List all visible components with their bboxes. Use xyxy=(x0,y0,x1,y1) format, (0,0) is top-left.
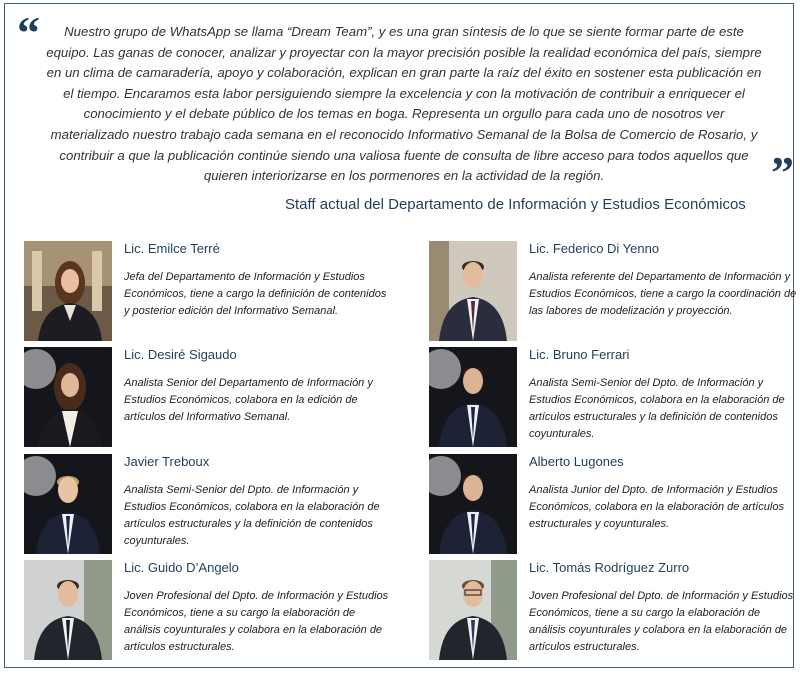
staff-card-alberto-lugones xyxy=(429,454,800,558)
staff-name: Lic. Emilce Terré xyxy=(124,241,220,256)
testimonial-frame xyxy=(4,3,797,668)
staff-description: Jefa del Departamento de Información y Estudios Económicos, tiene a cargo la definición de contenidos y posterior edición del Informativo Semanal. xyxy=(124,271,387,317)
open-quote-mark: “ xyxy=(17,7,40,58)
staff-photo-javier-treboux xyxy=(24,454,112,554)
staff-photo-bruno-ferrari xyxy=(429,347,517,447)
staff-description: Joven Profesional del Dpto. de Información y Estudios Económicos, tiene a su cargo la elaboración de análisis coyunturales y colabora en la elaboración de artículos estructurales. xyxy=(124,590,389,653)
staff-card-federico-di-yenno xyxy=(429,241,800,345)
staff-card-tomas-rodriguez-zurro xyxy=(429,560,800,664)
staff-card-emilce-terre xyxy=(24,241,396,345)
staff-name: Lic. Tomás Rodríguez Zurro xyxy=(529,560,690,575)
staff-description: Analista referente del Departamento de Información y Estudios Económicos, tiene a cargo la coordinación de las labores de modelización y proyección. xyxy=(529,271,797,317)
staff-photo-federico-di-yenno xyxy=(429,241,517,341)
staff-photo-emilce-terre xyxy=(24,241,112,341)
staff-name: Alberto Lugones xyxy=(529,454,624,469)
staff-description: Analista Junior del Dpto. de Información y Estudios Económicos, colabora en la elaboración de artículos estructurales y coyunturales. xyxy=(529,484,784,530)
staff-description: Analista Senior del Departamento de Información y Estudios Económicos, colabora en la edición de artículos del Informativo Semanal. xyxy=(124,377,373,423)
staff-card-desire-sigaudo xyxy=(24,347,396,451)
staff-name: Javier Treboux xyxy=(124,454,210,469)
staff-name: Lic. Guido D’Angelo xyxy=(124,560,239,575)
staff-name: Lic. Desiré Sigaudo xyxy=(124,347,237,362)
staff-photo-guido-dangelo xyxy=(24,560,112,660)
staff-photo-alberto-lugones xyxy=(429,454,517,554)
staff-photo-tomas-rodriguez-zurro xyxy=(429,560,517,660)
staff-photo-desire-sigaudo xyxy=(24,347,112,447)
staff-name: Lic. Bruno Ferrari xyxy=(529,347,630,362)
staff-name: Lic. Federico Di Yenno xyxy=(529,241,660,256)
staff-section-title: Staff actual del Departamento de Información y Estudios Económicos xyxy=(285,196,746,213)
team-quote-text: Nuestro grupo de WhatsApp se llama “Dream Team”, y es una gran síntesis de lo que se siente formar parte de este equipo. Las ganas de conocer, analizar y proyectar con la mayor precisión posible la realidad económica del país, siempre en un clima de camaradería, apoyo y colaboración, explican en gran parte la raíz del éxito en sostener esta publicación en el tiempo. Encaramos esta labor persiguiendo siempre la excelencia y con la motivación de contribuir a enriquecer el conocimiento y el debate público de los temas en boga. Representa un orgullo para cada uno de nosotros ver materializado nuestro trabajo cada semana en el reconocido Informativo Semanal de la Bolsa de Comercio de Rosario, y contribuir a que la publicación continúe siendo una valiosa fuente de consulta de libre acceso para todos aquellos que quieren interiorizarse en los pormenores en la actividad de la región. xyxy=(46,24,762,184)
close-quote-mark: ” xyxy=(771,147,794,198)
staff-card-bruno-ferrari xyxy=(429,347,800,451)
staff-card-guido-dangelo xyxy=(24,560,396,664)
staff-description: Joven Profesional del Dpto. de Información y Estudios Económicos, tiene a su cargo la elaboración de análisis coyunturales y colabora en la elaboración de artículos estructurales. xyxy=(529,590,794,653)
staff-description: Analista Semi-Senior del Dpto. de Información y Estudios Económicos, colabora en la elaboración de artículos estructurales y la definición de contenidos coyunturales. xyxy=(529,377,785,440)
staff-card-javier-treboux xyxy=(24,454,396,558)
staff-description: Analista Semi-Senior del Dpto. de Información y Estudios Económicos, colabora en la elaboración de artículos estructurales y la definición de contenidos coyunturales. xyxy=(124,484,380,547)
